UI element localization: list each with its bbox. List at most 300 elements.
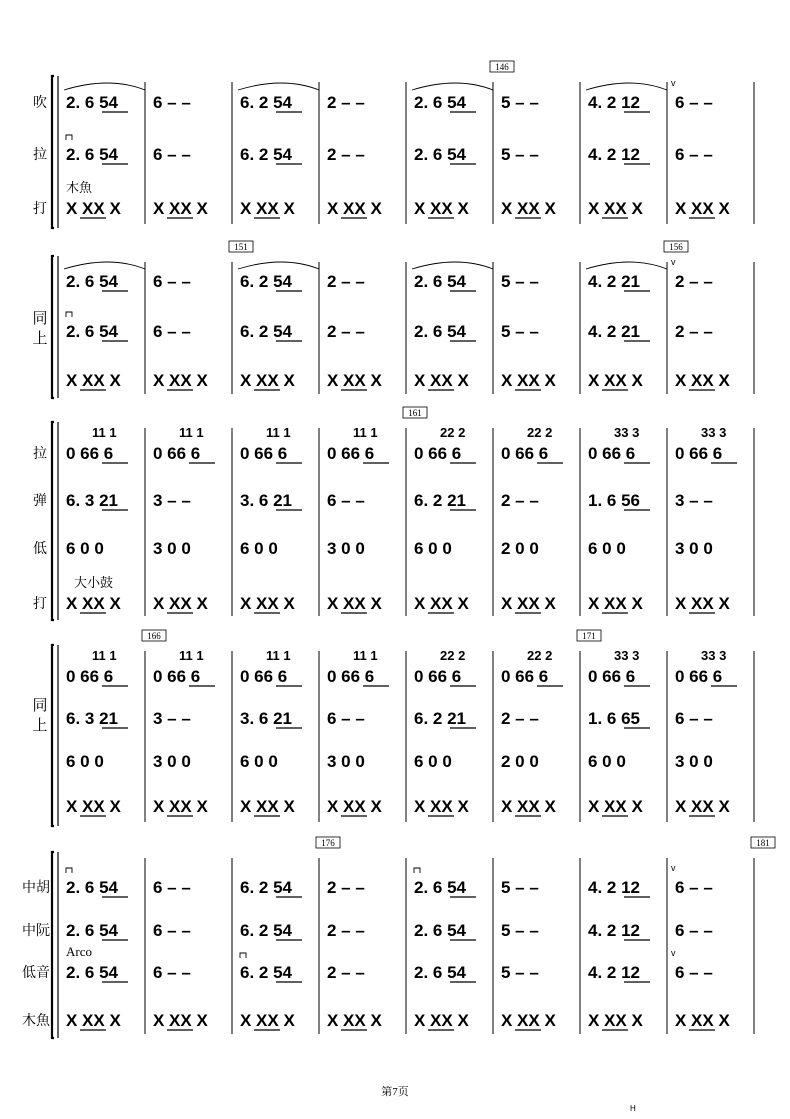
measure-notes: 3 – – [153, 709, 191, 728]
measure [675, 752, 713, 771]
row-label-char: 上 [32, 331, 48, 347]
measure [66, 648, 128, 686]
system-bracket [52, 256, 54, 398]
measure-notes: X XX X [414, 797, 469, 816]
measure [238, 83, 319, 112]
measure [501, 272, 539, 291]
measure-notes: 3 0 0 [675, 752, 713, 771]
measure [66, 868, 128, 897]
phrase-slur [586, 262, 667, 269]
measure [501, 199, 556, 218]
measure-notes: X XX X [240, 371, 295, 390]
measure [414, 709, 476, 728]
measure-notes: X XX X [675, 797, 730, 816]
measure-notes: 6 – – [675, 878, 713, 897]
measure [414, 491, 476, 510]
breath-mark: v [671, 78, 676, 88]
measure-notes: X XX X [675, 371, 730, 390]
rehearsal-mark-label: 166 [147, 631, 161, 641]
measure-notes: 6 – – [153, 145, 191, 164]
measure-notes: 2. 6 54 [66, 93, 118, 112]
staff-row [66, 648, 737, 686]
measure [501, 921, 539, 940]
measure [412, 83, 493, 112]
measure [675, 797, 730, 816]
measure [501, 797, 556, 816]
measure-notes: 2 – – [327, 272, 365, 291]
measure [240, 797, 295, 816]
measure [66, 312, 128, 341]
measure-notes: X XX X [153, 371, 208, 390]
measure [66, 594, 121, 613]
measure-notes: 2. 6 54 [66, 963, 118, 982]
measure [240, 491, 302, 510]
measure-notes: 0 66 6 [675, 444, 723, 463]
staff-row [33, 491, 713, 510]
measure-notes: 0 66 6 [675, 667, 723, 686]
down-bow-mark [66, 135, 72, 140]
row-label: 低音 [22, 966, 50, 981]
measure [240, 371, 295, 390]
measure-notes: 2 – – [675, 272, 713, 291]
measure-notes: 2 – – [327, 963, 365, 982]
upper-octave-notes: 22 2 [440, 648, 466, 663]
measure-notes: X XX X [327, 1011, 382, 1030]
measure [414, 1011, 469, 1030]
measure-notes: 6 – – [327, 491, 365, 510]
measure-notes: 2. 6 54 [414, 921, 466, 940]
measure-notes: 3. 6 21 [240, 709, 292, 728]
rehearsal-mark-label: 171 [582, 631, 596, 641]
measure-notes: 6 – – [153, 272, 191, 291]
measure [588, 594, 643, 613]
measure-notes: 2. 6 54 [66, 921, 118, 940]
measure-notes: X XX X [414, 199, 469, 218]
rehearsal-mark [229, 241, 253, 252]
measure-notes: 2 – – [327, 878, 365, 897]
upper-octave-notes: 22 2 [440, 425, 466, 440]
measure-notes: 6 0 0 [66, 752, 104, 771]
measure [327, 648, 389, 686]
row-label: 木魚 [22, 1014, 50, 1029]
measure-notes: X XX X [327, 594, 382, 613]
rehearsal-mark [751, 837, 775, 848]
measure-notes: X XX X [501, 594, 556, 613]
measure-notes: 2. 6 54 [414, 878, 466, 897]
measure-notes: X XX X [153, 594, 208, 613]
phrase-slur [412, 83, 493, 90]
measure-notes: 6 – – [675, 93, 713, 112]
measure [501, 1011, 556, 1030]
measure [327, 921, 365, 940]
measure-notes: 6 – – [675, 963, 713, 982]
rehearsal-mark-label: 181 [756, 838, 770, 848]
measure [327, 322, 365, 341]
upper-octave-notes: 22 2 [527, 648, 553, 663]
measure [671, 863, 713, 897]
measure [501, 93, 539, 112]
measure [327, 145, 365, 164]
measure [153, 878, 191, 897]
measure-notes: 6 0 0 [66, 539, 104, 558]
measure [501, 878, 539, 897]
measure-notes: X XX X [675, 1011, 730, 1030]
measure-notes: 6 0 0 [588, 539, 626, 558]
staff-row [33, 575, 730, 613]
measure-notes: 0 66 6 [240, 667, 288, 686]
performance-annotation: 大小鼓 [74, 575, 114, 590]
measure [153, 797, 208, 816]
phrase-slur [586, 83, 667, 90]
measure [588, 797, 643, 816]
row-label-char: 同 [32, 311, 48, 327]
measure-notes: 4. 2 21 [588, 322, 640, 341]
measure [153, 1011, 208, 1030]
measure [153, 272, 191, 291]
measure-notes: 4. 2 12 [588, 878, 640, 897]
measure [327, 199, 382, 218]
measure-notes: X XX X [588, 797, 643, 816]
upper-octave-notes: 11 1 [179, 648, 204, 663]
upper-octave-notes: 22 2 [527, 425, 553, 440]
measure-notes: 4. 2 12 [588, 93, 640, 112]
breath-mark: v [671, 948, 676, 958]
measure-notes: 2. 6 54 [414, 145, 466, 164]
system-bracket [52, 645, 54, 826]
row-label: 中阮 [22, 924, 50, 939]
measure-notes: 2 – – [501, 709, 539, 728]
measure [66, 491, 128, 510]
measure-notes: 6 – – [675, 709, 713, 728]
phrase-slur [238, 83, 319, 90]
measure-notes: 5 – – [501, 878, 539, 897]
measure [501, 752, 539, 771]
measure [327, 752, 365, 771]
upper-octave-notes: 33 3 [701, 425, 727, 440]
measure [501, 648, 563, 686]
phrase-slur [238, 262, 319, 269]
measure-notes: 6 0 0 [588, 752, 626, 771]
measure-notes: X XX X [588, 371, 643, 390]
measure [153, 963, 191, 982]
measure [153, 371, 208, 390]
measure-notes: 2 0 0 [501, 539, 539, 558]
staff-row [22, 944, 713, 982]
rehearsal-mark [142, 630, 166, 641]
measure-notes: 6 0 0 [414, 539, 452, 558]
rehearsal-mark [490, 61, 514, 72]
measure [153, 93, 191, 112]
measure [675, 145, 713, 164]
measure-notes: X XX X [588, 199, 643, 218]
measure [586, 83, 667, 112]
row-label: 打 [33, 202, 47, 217]
measure-notes: 6 – – [675, 921, 713, 940]
staff-row [66, 371, 730, 390]
staff-row [33, 180, 730, 218]
measure [66, 709, 128, 728]
measure-notes: 0 66 6 [327, 444, 375, 463]
measure-notes: X XX X [153, 1011, 208, 1030]
measure-notes: 0 66 6 [414, 667, 462, 686]
measure [414, 322, 476, 341]
measure-notes: 2. 6 54 [66, 878, 118, 897]
measure [675, 199, 730, 218]
measure-notes: X XX X [66, 1011, 121, 1030]
measure-notes: 0 66 6 [501, 444, 549, 463]
measure-notes: 6. 2 54 [240, 93, 292, 112]
measure [66, 752, 104, 771]
measure [240, 199, 295, 218]
measure-notes: 6. 2 54 [240, 921, 292, 940]
measure-notes: 0 66 6 [240, 444, 288, 463]
measure [588, 322, 650, 341]
measure [327, 93, 365, 112]
measure-notes: X XX X [501, 797, 556, 816]
upper-octave-notes: 11 1 [179, 425, 204, 440]
measure [64, 262, 145, 291]
measure-notes: 2. 6 54 [414, 322, 466, 341]
measure-notes: 6 0 0 [414, 752, 452, 771]
measure [588, 752, 626, 771]
breath-mark: v [671, 257, 676, 267]
down-bow-mark [66, 868, 72, 873]
measure-notes: X XX X [66, 199, 121, 218]
staff-row [66, 752, 713, 771]
upper-octave-notes: 11 1 [92, 648, 117, 663]
upper-octave-notes: 11 1 [92, 425, 117, 440]
measure [414, 539, 452, 558]
measure-notes: 5 – – [501, 272, 539, 291]
measure [66, 797, 121, 816]
measure-notes: 6. 2 54 [240, 145, 292, 164]
measure [153, 199, 208, 218]
row-label: 弹 [33, 494, 47, 509]
measure [153, 425, 215, 463]
measure-notes: X XX X [240, 1011, 295, 1030]
measure [153, 491, 191, 510]
measure-notes: 0 66 6 [501, 667, 549, 686]
measure-notes: 2 0 0 [501, 752, 539, 771]
rehearsal-mark-label: 161 [408, 408, 422, 418]
measure [588, 648, 650, 686]
measure [66, 1011, 121, 1030]
breath-mark: v [671, 863, 676, 873]
measure-notes: 2. 6 54 [414, 963, 466, 982]
measure-notes: 6. 2 54 [240, 878, 292, 897]
measure-notes: X XX X [501, 1011, 556, 1030]
measure [240, 953, 302, 982]
measure [414, 797, 469, 816]
measure-notes: 1. 6 65 [588, 709, 640, 728]
measure [66, 135, 128, 164]
measure [501, 491, 539, 510]
measure-notes: 3. 6 21 [240, 491, 292, 510]
measure-notes: X XX X [153, 797, 208, 816]
upper-octave-notes: 11 1 [353, 648, 378, 663]
measure [153, 145, 191, 164]
measure [501, 594, 556, 613]
down-bow-mark [66, 312, 72, 317]
measure-notes: 0 66 6 [153, 667, 201, 686]
staff-row [33, 135, 713, 164]
measure [675, 648, 737, 686]
measure-notes: 2 – – [327, 145, 365, 164]
rehearsal-mark [316, 837, 340, 848]
measure [501, 709, 539, 728]
row-label: 吹 [33, 96, 47, 111]
measure-notes: 6 0 0 [240, 752, 278, 771]
measure [588, 963, 650, 982]
upper-octave-notes: 33 3 [614, 425, 640, 440]
row-label: 低 [33, 542, 47, 557]
measure [240, 322, 302, 341]
measure-notes: 0 66 6 [66, 667, 114, 686]
measure-notes: 4. 2 12 [588, 921, 640, 940]
measure-notes: X XX X [66, 594, 121, 613]
measure-notes: 1. 6 56 [588, 491, 640, 510]
measure [501, 425, 563, 463]
measure [675, 921, 713, 940]
row-label: 拉 [33, 148, 47, 163]
measure [240, 145, 302, 164]
measure [414, 963, 476, 982]
measure-notes: 3 0 0 [327, 539, 365, 558]
staff-row [22, 863, 713, 897]
phrase-slur [64, 262, 145, 269]
measure-notes: 6. 2 54 [240, 322, 292, 341]
rehearsal-mark [664, 241, 688, 252]
measure [240, 1011, 295, 1030]
measure-notes: 5 – – [501, 322, 539, 341]
measure [588, 1011, 643, 1030]
measure-notes: 0 66 6 [588, 667, 636, 686]
staff-row [33, 539, 713, 558]
measure [675, 371, 730, 390]
measure [240, 878, 302, 897]
measure [153, 322, 191, 341]
measure [327, 491, 365, 510]
measure-notes: 5 – – [501, 93, 539, 112]
phrase-slur [412, 262, 493, 269]
measure [153, 752, 191, 771]
row-label-char: 上 [32, 718, 48, 734]
measure-notes: X XX X [675, 594, 730, 613]
measure-notes: 2 – – [327, 921, 365, 940]
measure [588, 921, 650, 940]
measure [327, 539, 365, 558]
row-label: 拉 [33, 447, 47, 462]
performance-annotation: 木魚 [66, 180, 93, 195]
phrase-slur [64, 83, 145, 90]
measure-notes: 5 – – [501, 145, 539, 164]
measure-notes: 6. 2 21 [414, 491, 466, 510]
measure [240, 709, 302, 728]
system-bracket [52, 422, 54, 620]
rehearsal-mark-label: 176 [321, 838, 335, 848]
measure-notes: X XX X [675, 199, 730, 218]
measure-notes: 0 66 6 [588, 444, 636, 463]
measure [240, 594, 295, 613]
measure-notes: X XX X [66, 797, 121, 816]
measure-notes: X XX X [327, 371, 382, 390]
measure-notes: 6 – – [153, 878, 191, 897]
measure [327, 963, 365, 982]
measure-notes: 6. 2 21 [414, 709, 466, 728]
row-label: 中胡 [22, 881, 50, 896]
measure-notes: X XX X [414, 371, 469, 390]
measure-notes: 6. 2 54 [240, 963, 292, 982]
measure-notes: 4. 2 12 [588, 963, 640, 982]
measure [414, 425, 476, 463]
system-bracket [52, 852, 54, 1038]
measure [588, 539, 626, 558]
measure-notes: 2. 6 54 [414, 93, 466, 112]
staff-row [64, 257, 713, 291]
measure [675, 491, 713, 510]
measure [153, 539, 191, 558]
staff-row [33, 425, 737, 463]
measure [66, 425, 128, 463]
measure [240, 921, 302, 940]
measure-notes: X XX X [153, 199, 208, 218]
corner-mark: H [630, 1104, 636, 1113]
measure [240, 752, 278, 771]
system-bracket [52, 76, 54, 228]
measure-notes: 2. 6 54 [66, 322, 118, 341]
measure [675, 425, 737, 463]
measure-notes: 4. 2 12 [588, 145, 640, 164]
measure [66, 921, 128, 940]
measure [240, 425, 302, 463]
measure-notes: 6 – – [675, 145, 713, 164]
measure-notes: X XX X [327, 797, 382, 816]
measure [588, 371, 643, 390]
measure-notes: X XX X [501, 371, 556, 390]
measure [671, 948, 713, 982]
staff-row [22, 1011, 730, 1030]
measure [414, 752, 452, 771]
measure-notes: 3 0 0 [327, 752, 365, 771]
measure [414, 921, 476, 940]
measure [153, 709, 191, 728]
measure [240, 539, 278, 558]
measure-notes: 2 – – [327, 93, 365, 112]
measure [327, 1011, 382, 1030]
measure [675, 1011, 730, 1030]
performance-annotation: Arco [66, 944, 92, 959]
measure [66, 199, 121, 218]
row-label: 打 [33, 597, 47, 612]
staff-row [33, 78, 713, 112]
measure-notes: X XX X [327, 199, 382, 218]
measure-notes: 0 66 6 [66, 444, 114, 463]
measure [327, 797, 382, 816]
measure [501, 371, 556, 390]
row-label-char: 同 [32, 698, 48, 714]
rehearsal-mark [403, 407, 427, 418]
measure-notes: 6 – – [153, 93, 191, 112]
measure-notes: X XX X [240, 199, 295, 218]
measure-notes: X XX X [588, 1011, 643, 1030]
system-5 [22, 837, 775, 1038]
measure [153, 648, 215, 686]
measure [238, 262, 319, 291]
upper-octave-notes: 33 3 [701, 648, 727, 663]
measure [414, 648, 476, 686]
system-1 [33, 61, 754, 228]
measure-notes: 2 – – [501, 491, 539, 510]
